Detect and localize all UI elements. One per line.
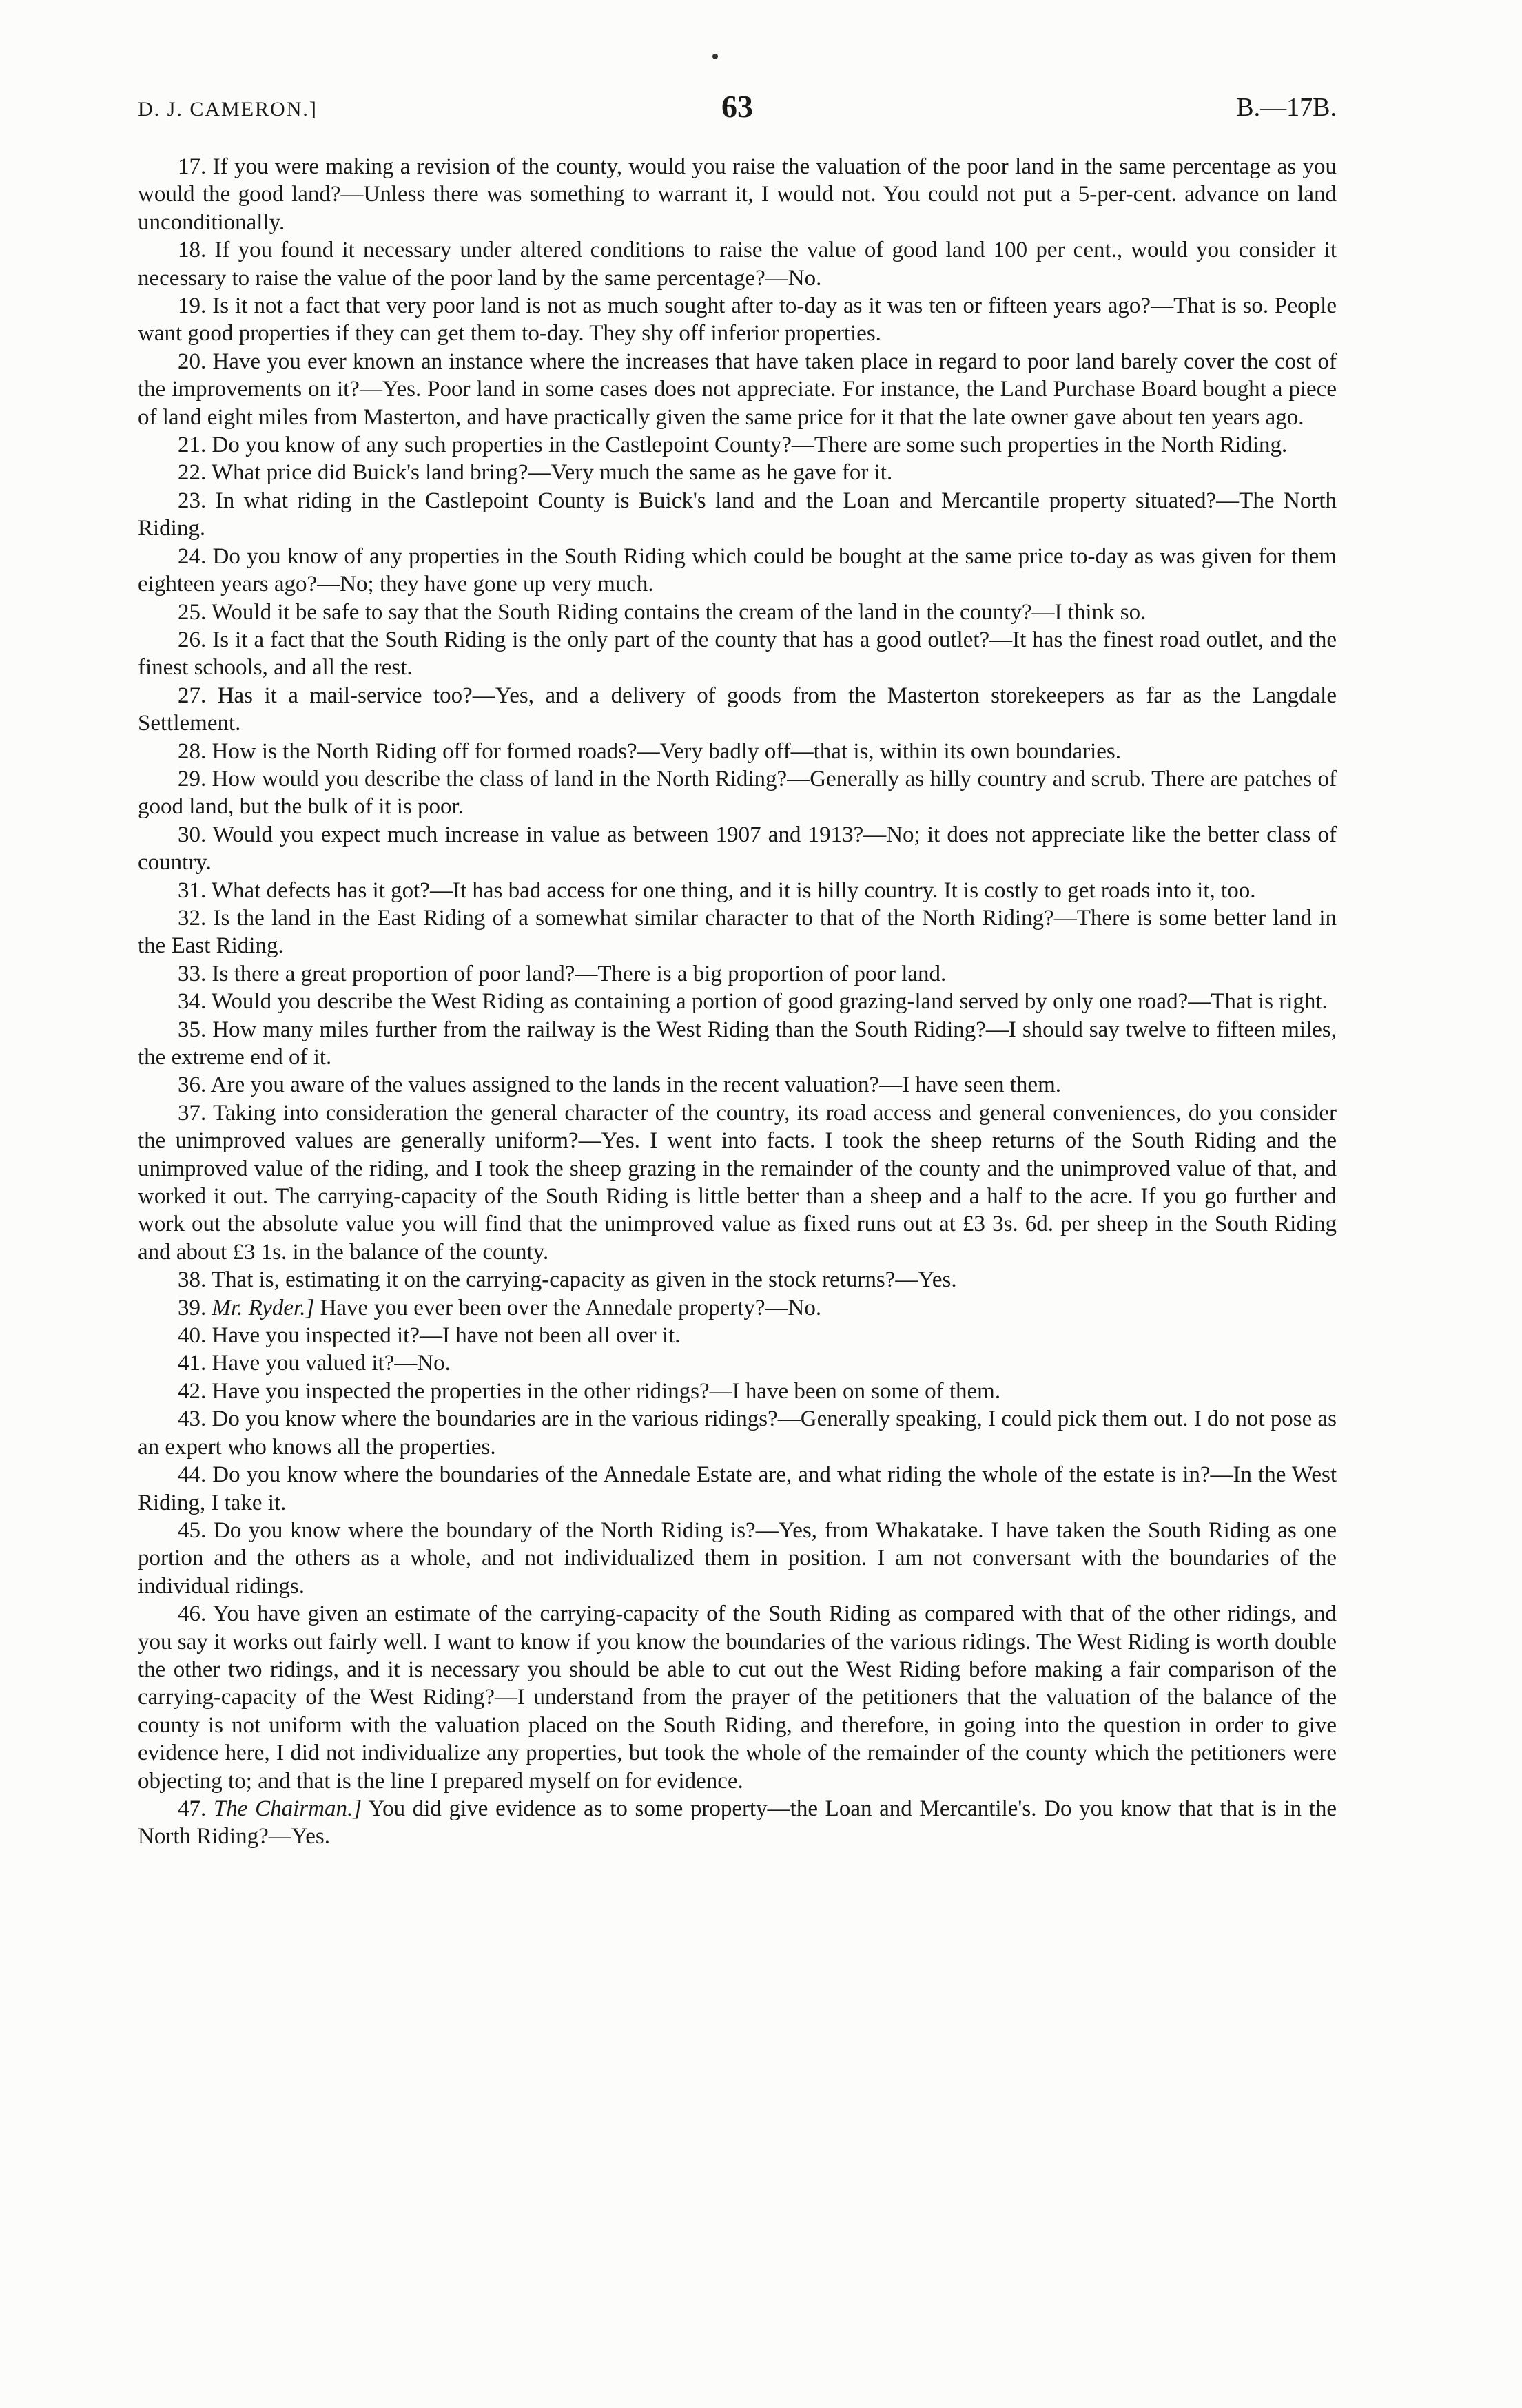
paragraph: 22. What price did Buick's land bring?—Very much the same as he gave for it. (178, 460, 893, 486)
witness-name: D. J. CAMERON.] (138, 98, 318, 121)
paragraph: 41. Have you valued it?—No. (178, 1351, 451, 1376)
paragraph: 25. Would it be safe to say that the South Riding contains the cream of the land in the county?—I think so. (178, 599, 1146, 625)
paragraph: 27. Has it a mail-service too?—Yes, and a delivery of goods from the Masterton storekeepers as far as the Langdale Settlement. (138, 683, 1337, 736)
paragraph: 43. Do you know where the boundaries are in the various ridings?—Generally speaking, I could pick them out. I do not pose as an expert who knows all the properties. (138, 1407, 1337, 1460)
paragraph-text: Have you ever been over the Annedale property?—No. (320, 1295, 822, 1320)
question-number: 39. (178, 1295, 207, 1320)
speaker-name: Mr. Ryder.] (212, 1295, 315, 1320)
paragraph: 30. Would you expect much increase in value as between 1907 and 1913?—No; it does not appreciate like the better class of country. (138, 822, 1337, 875)
page-number: 63 (721, 89, 753, 124)
paragraph: 29. How would you describe the class of land in the North Riding?—Generally as hilly country and scrub. There are patches of good land, but the bulk of it is poor. (138, 766, 1337, 820)
paragraph: 23. In what riding in the Castlepoint County is Buick's land and the Loan and Mercantile property situated?—The North Riding. (138, 488, 1337, 541)
paragraph: 17. If you were making a revision of the county, would you raise the valuation of the poor land in the same percentage as you would the good land?—Unless there was something to warrant it, I would not. You could not put a 5-per-cent. advance on land unconditionally. (138, 154, 1337, 235)
paragraph: 36. Are you aware of the values assigned to the lands in the recent valuation?—I have seen them. (178, 1072, 1061, 1098)
paragraph: 42. Have you inspected the properties in the other ridings?—I have been on some of them. (178, 1378, 1001, 1404)
question-number: 47. (178, 1796, 207, 1821)
paragraph: 33. Is there a great proportion of poor land?—There is a big proportion of poor land. (178, 961, 947, 986)
paragraph: 19. Is it not a fact that very poor land is not as much sought after to-day as it was ten or fifteen years ago?—That is so. People want good properties if they can get them to-day. They shy off inferior properties. (138, 293, 1337, 346)
paragraph: 24. Do you know of any properties in the South Riding which could be bought at the same price to-day as was given for them eighteen years ago?—No; they have gone up very much. (138, 543, 1337, 597)
paragraph: 26. Is it a fact that the South Riding is the only part of the county that has a good outlet?—It has the finest road outlet, and the finest schools, and all the rest. (138, 627, 1337, 681)
paragraph: 21. Do you know of any such properties in the Castlepoint County?—There are some such properties in the North Riding. (178, 433, 1288, 458)
paragraph: 40. Have you inspected it?—I have not been all over it. (178, 1323, 681, 1349)
transcript-body (138, 153, 1337, 1851)
paragraph: 46. You have given an estimate of the carrying-capacity of the South Riding as compared with that of the other ridings, and you say it works out fairly well. I want to know if you know the boundaries of the various ridings. The West Riding is worth double the other two ridings, and it is necessary you should be able to cut out the West Riding before making a fair comparison of the carrying-capacity of the West Riding?—I understand from the prayer of the petitioners that the valuation of the balance of the county is not uniform with the valuation placed on the South Riding, and therefore, in going into the question in order to give evidence here, I did not individualize any properties, but took the whole of the remainder of the county which the petitioners were objecting to; and that is the line I prepared myself on for evidence. (138, 1601, 1337, 1794)
page-dot (712, 54, 718, 59)
paragraph: 20. Have you ever known an instance where the increases that have taken place in regard to poor land barely cover the cost of the improvements on it?—Yes. Poor land in some cases does not appreciate. For instance, the Land Purchase Board bought a piece of land eight miles from Masterton, and have practically given the same price for it that the late owner gave about ten years ago. (138, 349, 1337, 430)
document-reference: B.—17B. (1236, 93, 1337, 122)
paragraph: 38. That is, estimating it on the carrying-capacity as given in the stock returns?—Yes. (178, 1267, 957, 1293)
paragraph: 31. What defects has it got?—It has bad access for one thing, and it is hilly country. It is costly to get roads into it, too. (178, 878, 1256, 903)
paragraph: 18. If you found it necessary under altered conditions to raise the value of good land 100 per cent., would you consider it necessary to raise the value of the poor land by the same percentage?—No. (138, 238, 1337, 291)
paragraph: 34. Would you describe the West Riding as containing a portion of good grazing-land served by only one road?—That is right. (178, 989, 1328, 1015)
paragraph-with-speaker (138, 1795, 1337, 1851)
paragraph: 32. Is the land in the East Riding of a somewhat similar character to that of the North Riding?—There is some better land in the East Riding. (138, 905, 1337, 959)
speaker-name: The Chairman.] (213, 1796, 362, 1821)
paragraph: 37. Taking into consideration the general character of the country, its road access and general conveniences, do you consider the unimproved values are generally uniform?—Yes. I went into facts. I took the sheep returns of the South Riding and the unimproved value of the riding, and I took the sheep grazing in the remainder of the county and the unimproved value of that, and worked it out. The carrying-capacity of the South Riding is little better than a sheep and a half to the acre. If you go further and work out the absolute value you will find that the unimproved value as fixed runs out at £3 3s. 6d. per sheep in the South Riding and about £3 1s. in the balance of the county. (138, 1100, 1337, 1265)
paragraph: 45. Do you know where the boundary of the North Riding is?—Yes, from Whakatake. I have taken the South Riding as one portion and the others as a whole, and not individualized them in position. I am not conversant with the boundaries of the individual ridings. (138, 1517, 1337, 1599)
paragraph: 44. Do you know where the boundaries of the Annedale Estate are, and what riding the whole of the estate is in?—In the West Riding, I take it. (138, 1462, 1337, 1515)
paragraph: 28. How is the North Riding off for formed roads?—Very badly off—that is, within its own boundaries. (178, 738, 1122, 764)
paragraph: 35. How many miles further from the railway is the West Riding than the South Riding?—I should say twelve to fifteen miles, the extreme end of it. (138, 1017, 1337, 1070)
page-header (138, 88, 1337, 129)
paragraph-text: You did give evidence as to some property—the Loan and Mercantile's. Do you know that that is in the North Riding?—Yes. (138, 1796, 1337, 1849)
paragraph-with-speaker (138, 1294, 1337, 1322)
